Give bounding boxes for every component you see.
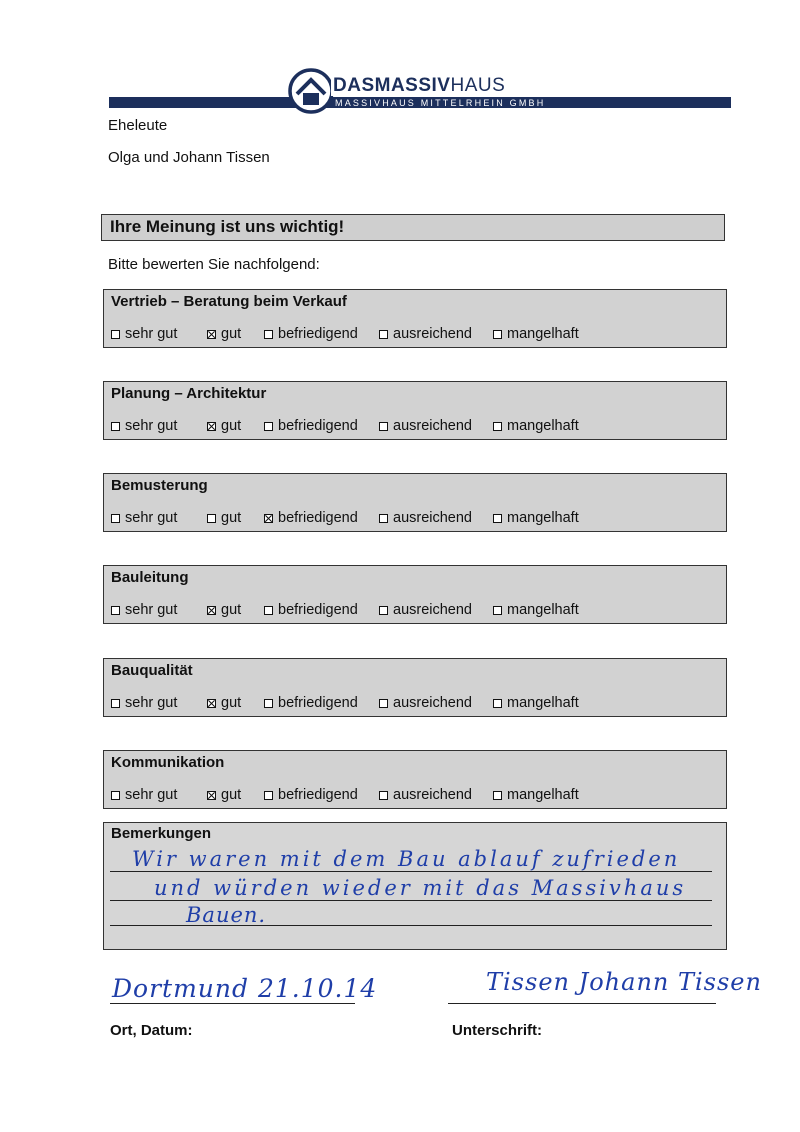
- place-date-handwriting: Dortmund 21.10.14: [112, 974, 378, 1003]
- rating-option-sehr-gut[interactable]: [111, 602, 207, 618]
- checkbox-icon[interactable]: [111, 330, 120, 339]
- checkbox-icon[interactable]: [111, 514, 120, 523]
- rating-option-label: mangelhaft: [507, 326, 579, 342]
- rating-option-mangelhaft[interactable]: [493, 510, 593, 526]
- checkbox-icon[interactable]: [493, 514, 502, 523]
- checkbox-icon[interactable]: [379, 791, 388, 800]
- rating-option-befriedigend[interactable]: [264, 695, 379, 711]
- form-title: Ihre Meinung ist uns wichtig!: [110, 217, 345, 236]
- form-title-box: [101, 214, 725, 241]
- rating-option-ausreichend[interactable]: [379, 510, 493, 526]
- checkbox-icon[interactable]: [264, 330, 273, 339]
- checkbox-icon[interactable]: [264, 791, 273, 800]
- checkbox-icon[interactable]: [207, 514, 216, 523]
- rating-option-label: mangelhaft: [507, 695, 579, 711]
- rating-option-label: sehr gut: [125, 787, 178, 803]
- rating-option-gut[interactable]: [207, 326, 264, 342]
- place-date-caption: Ort, Datum:: [110, 1022, 193, 1039]
- rating-section-title: Bauleitung: [111, 569, 189, 586]
- checked-checkbox-icon[interactable]: [207, 606, 216, 615]
- rating-option-ausreichend[interactable]: [379, 695, 493, 711]
- rating-option-label: ausreichend: [393, 326, 472, 342]
- rating-option-label: befriedigend: [278, 602, 358, 618]
- rating-option-gut[interactable]: [207, 602, 264, 618]
- remarks-line: [110, 900, 712, 901]
- rating-option-befriedigend[interactable]: [264, 510, 379, 526]
- rating-option-ausreichend[interactable]: [379, 326, 493, 342]
- rating-section: [103, 658, 727, 717]
- rating-option-label: mangelhaft: [507, 787, 579, 803]
- client-label: Eheleute: [108, 117, 168, 134]
- rating-option-gut[interactable]: [207, 787, 264, 803]
- rating-option-befriedigend[interactable]: [264, 787, 379, 803]
- rating-option-label: gut: [221, 510, 242, 526]
- rating-option-label: gut: [221, 326, 242, 342]
- checkbox-icon[interactable]: [379, 422, 388, 431]
- checkbox-icon[interactable]: [493, 791, 502, 800]
- rating-option-label: mangelhaft: [507, 510, 579, 526]
- rating-option-label: befriedigend: [278, 326, 358, 342]
- checked-checkbox-icon[interactable]: [207, 330, 216, 339]
- rating-option-mangelhaft[interactable]: [493, 695, 593, 711]
- rating-options: [111, 326, 593, 342]
- remarks-title: Bemerkungen: [111, 825, 212, 842]
- checkbox-icon[interactable]: [379, 606, 388, 615]
- checkbox-icon[interactable]: [379, 330, 388, 339]
- rating-options: [111, 602, 593, 618]
- rating-option-label: ausreichend: [393, 602, 472, 618]
- rating-option-label: mangelhaft: [507, 418, 579, 434]
- rating-option-ausreichend[interactable]: [379, 787, 493, 803]
- logo-wordmark: DASMASSIVHAUS: [331, 76, 508, 96]
- checkbox-icon[interactable]: [111, 422, 120, 431]
- rating-section-title: Kommunikation: [111, 754, 225, 771]
- rating-option-befriedigend[interactable]: [264, 418, 379, 434]
- rating-options: [111, 695, 593, 711]
- rating-section-title: Bauqualität: [111, 662, 193, 679]
- checkbox-icon[interactable]: [493, 330, 502, 339]
- checkbox-icon[interactable]: [493, 422, 502, 431]
- rating-section-title: Planung – Architektur: [111, 385, 267, 402]
- checkbox-icon[interactable]: [111, 791, 120, 800]
- rating-option-sehr-gut[interactable]: [111, 787, 207, 803]
- rating-option-label: ausreichend: [393, 510, 472, 526]
- rating-option-befriedigend[interactable]: [264, 602, 379, 618]
- rating-option-label: befriedigend: [278, 510, 358, 526]
- rating-option-label: sehr gut: [125, 695, 178, 711]
- house-logo-icon: [287, 66, 337, 116]
- rating-options: [111, 510, 593, 526]
- rating-option-mangelhaft[interactable]: [493, 787, 593, 803]
- rating-option-label: gut: [221, 695, 242, 711]
- checked-checkbox-icon[interactable]: [207, 791, 216, 800]
- rating-option-ausreichend[interactable]: [379, 418, 493, 434]
- checkbox-icon[interactable]: [493, 606, 502, 615]
- place-date-line: [110, 1003, 355, 1004]
- instruction-text: Bitte bewerten Sie nachfolgend:: [108, 256, 320, 273]
- checkbox-icon[interactable]: [379, 699, 388, 708]
- rating-option-label: sehr gut: [125, 326, 178, 342]
- remarks-line: [110, 871, 712, 872]
- rating-options: [111, 787, 593, 803]
- remarks-handwriting-line: Bauen.: [186, 903, 267, 927]
- rating-option-sehr-gut[interactable]: [111, 418, 207, 434]
- rating-section-title: Bemusterung: [111, 477, 208, 494]
- rating-section: [103, 565, 727, 624]
- checked-checkbox-icon[interactable]: [207, 422, 216, 431]
- remarks-box[interactable]: [103, 822, 727, 950]
- checkbox-icon[interactable]: [493, 699, 502, 708]
- rating-option-mangelhaft[interactable]: [493, 326, 593, 342]
- checkbox-icon[interactable]: [111, 699, 120, 708]
- checked-checkbox-icon[interactable]: [264, 514, 273, 523]
- checkbox-icon[interactable]: [379, 514, 388, 523]
- rating-option-label: gut: [221, 602, 242, 618]
- remarks-handwriting-line: und würden wieder mit das Massivhaus: [154, 876, 687, 900]
- rating-option-label: sehr gut: [125, 602, 178, 618]
- rating-option-label: sehr gut: [125, 510, 178, 526]
- rating-option-gut[interactable]: [207, 695, 264, 711]
- signature-handwriting: Tissen Johann Tissen: [486, 968, 762, 996]
- rating-option-gut[interactable]: [207, 418, 264, 434]
- checkbox-icon[interactable]: [264, 422, 273, 431]
- rating-section: [103, 750, 727, 809]
- rating-option-ausreichend[interactable]: [379, 602, 493, 618]
- rating-option-label: sehr gut: [125, 418, 178, 434]
- rating-option-sehr-gut[interactable]: [111, 326, 207, 342]
- rating-section: [103, 289, 727, 348]
- rating-option-label: gut: [221, 418, 242, 434]
- rating-option-sehr-gut[interactable]: [111, 695, 207, 711]
- rating-option-mangelhaft[interactable]: [493, 418, 593, 434]
- rating-option-mangelhaft[interactable]: [493, 602, 593, 618]
- logo-subtitle: MASSIVHAUS MITTELRHEIN GMBH: [335, 98, 546, 108]
- checkbox-icon[interactable]: [111, 606, 120, 615]
- signature-line: [448, 1003, 716, 1004]
- checkbox-icon[interactable]: [264, 606, 273, 615]
- checkbox-icon[interactable]: [264, 699, 273, 708]
- rating-option-gut[interactable]: [207, 510, 264, 526]
- signature-caption: Unterschrift:: [452, 1022, 543, 1039]
- rating-option-label: ausreichend: [393, 695, 472, 711]
- rating-option-label: gut: [221, 787, 242, 803]
- rating-section: [103, 473, 727, 532]
- rating-option-label: ausreichend: [393, 418, 472, 434]
- rating-option-label: ausreichend: [393, 787, 472, 803]
- rating-option-label: mangelhaft: [507, 602, 579, 618]
- rating-option-label: befriedigend: [278, 787, 358, 803]
- checked-checkbox-icon[interactable]: [207, 699, 216, 708]
- rating-section: [103, 381, 727, 440]
- rating-option-befriedigend[interactable]: [264, 326, 379, 342]
- rating-section-title: Vertrieb – Beratung beim Verkauf: [111, 293, 347, 310]
- rating-option-label: befriedigend: [278, 418, 358, 434]
- rating-options: [111, 418, 593, 434]
- company-logo: [287, 66, 546, 116]
- remarks-handwriting-line: Wir waren mit dem Bau ablauf zufrieden: [132, 847, 681, 871]
- rating-option-sehr-gut[interactable]: [111, 510, 207, 526]
- client-names: Olga und Johann Tissen: [108, 149, 270, 166]
- rating-option-label: befriedigend: [278, 695, 358, 711]
